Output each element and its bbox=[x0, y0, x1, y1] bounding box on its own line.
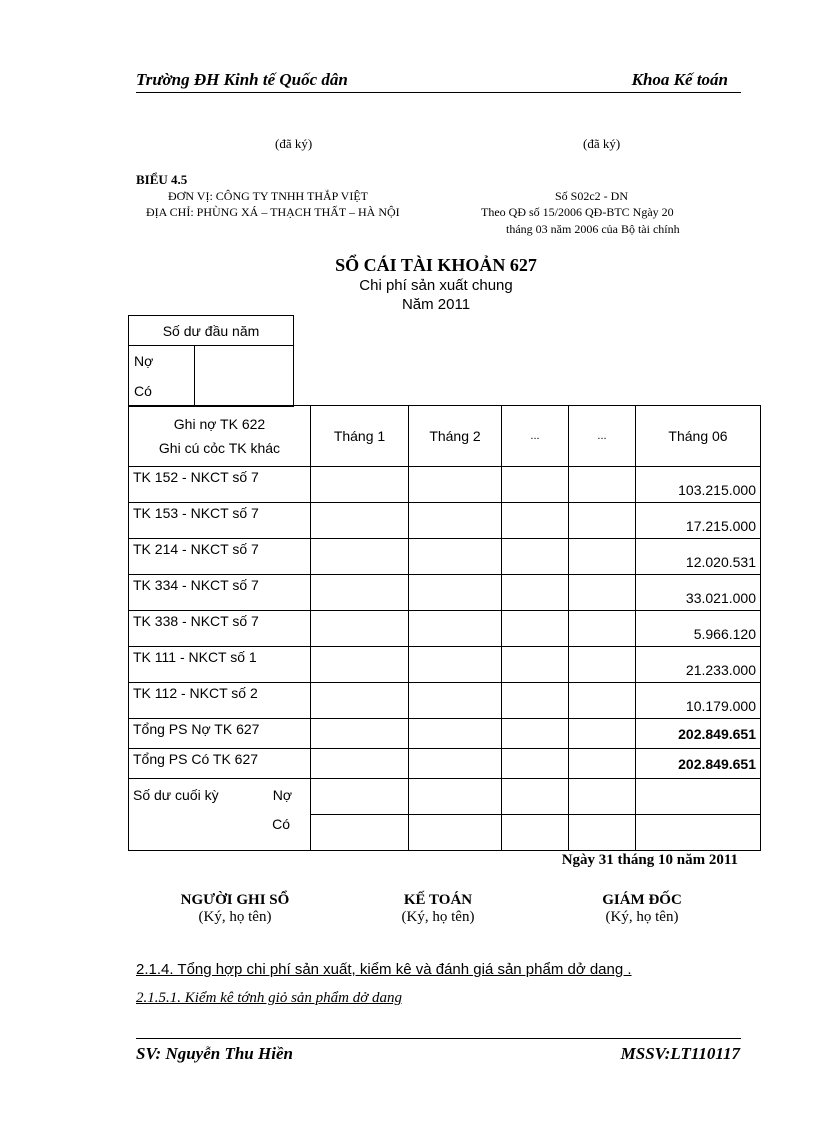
form-code: Số S02c2 - DN bbox=[555, 189, 629, 203]
header-account-cell bbox=[129, 406, 311, 467]
opening-balance-table bbox=[128, 315, 294, 407]
column-month-1: Tháng 1 bbox=[311, 406, 409, 467]
column-month-2: Tháng 2 bbox=[409, 406, 502, 467]
row-label: TK 111 - NKCT số 1 bbox=[129, 647, 311, 683]
table-row bbox=[129, 683, 761, 719]
table-row bbox=[129, 647, 761, 683]
row-label: TK 153 - NKCT số 7 bbox=[129, 503, 311, 539]
decree-line-1: Theo QĐ số 15/2006 QĐ-BTC Ngày 20 bbox=[481, 205, 674, 219]
section-heading-inventory: 2.1.5.1. Kiểm kê tớnh giỏ sản phẩm dở dang bbox=[136, 990, 402, 1006]
ledger-date: Ngày 31 tháng 10 năm 2011 bbox=[561, 852, 738, 868]
opening-debit-credit-labels bbox=[129, 346, 195, 407]
header-school: Trường ĐH Kinh tế Quốc dân bbox=[136, 70, 348, 89]
signature-recorder-note: (Ký, họ tên) bbox=[198, 909, 272, 925]
column-month-6: Tháng 06 bbox=[636, 406, 761, 467]
column-ellipsis-1: ... bbox=[502, 406, 569, 467]
signature-accountant bbox=[363, 892, 513, 926]
row-label: TK 152 - NKCT số 7 bbox=[129, 467, 311, 503]
row-label: TK 338 - NKCT số 7 bbox=[129, 611, 311, 647]
company-address: ĐỊA CHỈ: PHÙNG XÁ – THẠCH THẤT – HÀ NỘI bbox=[146, 205, 400, 219]
header-rule bbox=[136, 92, 741, 93]
decree-line-2: tháng 03 năm 2006 của Bộ tài chính bbox=[506, 222, 680, 236]
signed-right: (đã ký) bbox=[583, 136, 621, 151]
signature-recorder-title: NGƯỜI GHI SỔ bbox=[180, 892, 290, 908]
row-value: 5.966.120 bbox=[636, 611, 761, 647]
header-account-1: Ghi nợ TK 622 bbox=[173, 416, 266, 432]
closing-credit-label: Có bbox=[272, 816, 290, 832]
total-debit-label: Tổng PS Nợ TK 627 bbox=[129, 719, 311, 749]
table-row bbox=[129, 503, 761, 539]
row-value: 12.020.531 bbox=[636, 539, 761, 575]
closing-balance-cell bbox=[129, 779, 311, 851]
row-label: TK 112 - NKCT số 2 bbox=[129, 683, 311, 719]
row-value: 21.233.000 bbox=[636, 647, 761, 683]
ledger-year: Năm 2011 bbox=[401, 296, 471, 313]
total-debit-value: 202.849.651 bbox=[636, 719, 761, 749]
table-row bbox=[129, 539, 761, 575]
signature-accountant-note: (Ký, họ tên) bbox=[401, 909, 475, 925]
row-value: 10.179.000 bbox=[636, 683, 761, 719]
closing-balance-label: Số dư cuối kỳ bbox=[133, 787, 219, 803]
opening-credit-label: Có bbox=[134, 383, 152, 399]
form-label: BIỂU 4.5 bbox=[136, 172, 188, 187]
section-heading-summary: 2.1.4. Tổng hợp chi phí sản xuất, kiểm kê và đánh giá sản phẩm dở dang . bbox=[136, 961, 632, 978]
footer-student: SV: Nguyễn Thu Hiền bbox=[136, 1044, 293, 1063]
row-value: 17.215.000 bbox=[636, 503, 761, 539]
closing-debit-label: Nợ bbox=[272, 787, 292, 803]
row-value: 33.021.000 bbox=[636, 575, 761, 611]
ledger-title: SỔ CÁI TÀI KHOẢN 627 bbox=[335, 255, 537, 275]
signed-left: (đã ký) bbox=[275, 136, 313, 151]
ledger-subtitle: Chi phí sản xuất chung bbox=[359, 277, 513, 294]
row-label: TK 214 - NKCT số 7 bbox=[129, 539, 311, 575]
signature-director-note: (Ký, họ tên) bbox=[605, 909, 679, 925]
opening-debit-label: Nợ bbox=[134, 353, 154, 369]
header-account-2: Ghi cú cỏc TK khác bbox=[158, 440, 281, 456]
table-row bbox=[129, 575, 761, 611]
company-unit: ĐƠN VỊ: CÔNG TY TNHH THẮP VIỆT bbox=[168, 189, 369, 203]
header-department: Khoa Kế toán bbox=[631, 70, 728, 89]
signature-recorder bbox=[160, 892, 310, 926]
total-credit-row bbox=[129, 749, 761, 779]
signature-accountant-title: KẾ TOÁN bbox=[403, 892, 473, 908]
row-value: 103.215.000 bbox=[636, 467, 761, 503]
footer-rule bbox=[136, 1038, 741, 1039]
signature-director bbox=[567, 892, 717, 926]
ledger-table bbox=[128, 405, 761, 851]
total-debit-row bbox=[129, 719, 761, 749]
signature-director-title: GIÁM ĐỐC bbox=[602, 892, 682, 908]
row-label: TK 334 - NKCT số 7 bbox=[129, 575, 311, 611]
table-row bbox=[129, 611, 761, 647]
column-ellipsis-2: ... bbox=[569, 406, 636, 467]
footer-student-id: MSSV:LT110117 bbox=[620, 1044, 740, 1063]
table-row bbox=[129, 467, 761, 503]
closing-debit-row bbox=[129, 779, 761, 815]
total-credit-value: 202.849.651 bbox=[636, 749, 761, 779]
opening-balance-label: Số dư đầu năm bbox=[129, 316, 294, 346]
total-credit-label: Tổng PS Có TK 627 bbox=[129, 749, 311, 779]
opening-balance-value bbox=[195, 346, 294, 407]
